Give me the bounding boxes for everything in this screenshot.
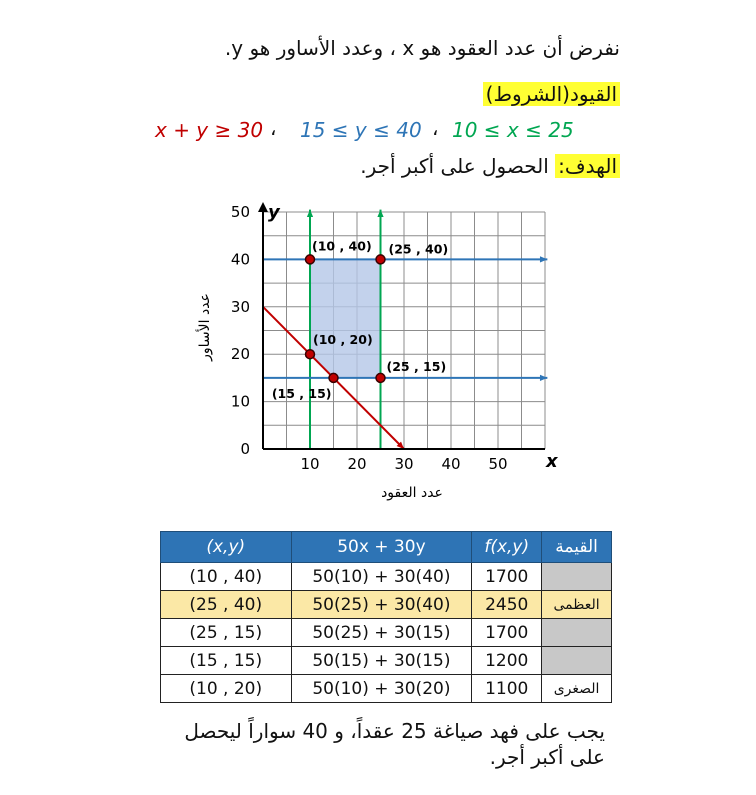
y-tick-label: 50: [230, 203, 250, 221]
conclusion-text: يجب على فهد صياغة 25 عقداً، و 40 سواراً ليحصل على أكبر أجر.: [184, 719, 605, 769]
table-row: [161, 647, 612, 675]
x-tick-label: 20: [347, 455, 367, 473]
cell-expr: 50(25) + 30(15): [291, 619, 472, 647]
line-y-40-arrowhead: [540, 256, 547, 262]
cell-f: 1700: [472, 563, 542, 591]
cell-xy: (25 , 40): [161, 591, 292, 619]
header-expr: 50x + 30y: [291, 532, 472, 563]
cell-label: [542, 647, 612, 675]
y-tick-label: 20: [230, 345, 250, 364]
vertex-point: [376, 255, 385, 264]
line-x-10-arrowhead: [307, 210, 313, 217]
line-x-25-arrowhead: [377, 210, 383, 217]
constraint-separator: ،: [432, 116, 439, 140]
constraints-label: القيود(الشروط): [483, 82, 620, 106]
y-tick-label: 0: [240, 440, 250, 458]
cell-f: 1100: [472, 675, 542, 703]
cell-f: 1700: [472, 619, 542, 647]
feasible-region: [310, 259, 381, 378]
cell-xy: (10 , 20): [161, 675, 292, 703]
table-row: [161, 619, 612, 647]
intro-text: نفرض أن عدد العقود هو x ، وعدد الأساور هو y.: [224, 36, 620, 60]
evaluation-table: [160, 531, 612, 703]
vertex-label: (25 , 40): [388, 241, 449, 257]
table-row: [161, 591, 612, 619]
table-header-row: [161, 532, 612, 563]
cell-xy: (10 , 40): [161, 563, 292, 591]
x-tick-label: 10: [300, 455, 320, 473]
cell-expr: 50(15) + 30(15): [291, 647, 472, 675]
constraint-x: 10 ≤ x ≤ 25: [452, 118, 574, 142]
x-axis-label: عدد العقود: [381, 485, 443, 501]
vertex-point: [329, 373, 338, 382]
constraint-separator: ،: [270, 116, 277, 140]
vertex-label: (10 , 40): [312, 238, 372, 254]
header-xy: (x,y): [161, 532, 292, 563]
vertex-label: (25 , 15): [386, 358, 447, 374]
cell-label: الصغرى: [542, 675, 612, 703]
cell-expr: 50(10) + 30(20): [291, 675, 472, 703]
table-row: [161, 563, 612, 591]
goal-text: الحصول على أكبر أجر.: [360, 154, 549, 178]
cell-f: 2450: [472, 591, 542, 619]
cell-expr: 50(10) + 30(40): [291, 563, 472, 591]
y-tick-label: 10: [230, 392, 250, 411]
x-tick-label: 40: [441, 455, 461, 473]
cell-xy: (15 , 15): [161, 647, 292, 675]
y-axis-arrowhead: [258, 202, 268, 212]
x-tick-label: 50: [488, 455, 508, 473]
y-tick-label: 30: [230, 297, 250, 316]
y-tick-label: 40: [230, 250, 250, 269]
header-value: القيمة: [542, 532, 612, 563]
y-axis-letter: y: [268, 202, 280, 223]
constraint-y: 15 ≤ y ≤ 40: [300, 118, 422, 142]
cell-label: [542, 563, 612, 591]
cell-xy: (25 , 15): [161, 619, 292, 647]
x-tick-label: 30: [394, 455, 414, 473]
vertex-label: (15 , 15): [271, 385, 332, 401]
table-row: [161, 675, 612, 703]
x-axis-letter: x: [546, 451, 558, 472]
goal-label: الهدف:: [555, 154, 620, 178]
header-f: f(x,y): [472, 532, 542, 563]
cell-f: 1200: [472, 647, 542, 675]
y-axis-label: عدد الأساور: [197, 293, 213, 361]
line-y-15-arrowhead: [540, 375, 547, 381]
vertex-label: (10 , 20): [313, 332, 373, 348]
chart-axes: [258, 202, 545, 449]
vertex-point: [306, 350, 315, 359]
cell-expr: 50(25) + 30(40): [291, 591, 472, 619]
vertex-point: [376, 373, 385, 382]
cell-label: العظمى: [542, 591, 612, 619]
cell-label: [542, 619, 612, 647]
vertex-point: [306, 255, 315, 264]
constraint-sum: x + y ≥ 30: [155, 118, 264, 142]
